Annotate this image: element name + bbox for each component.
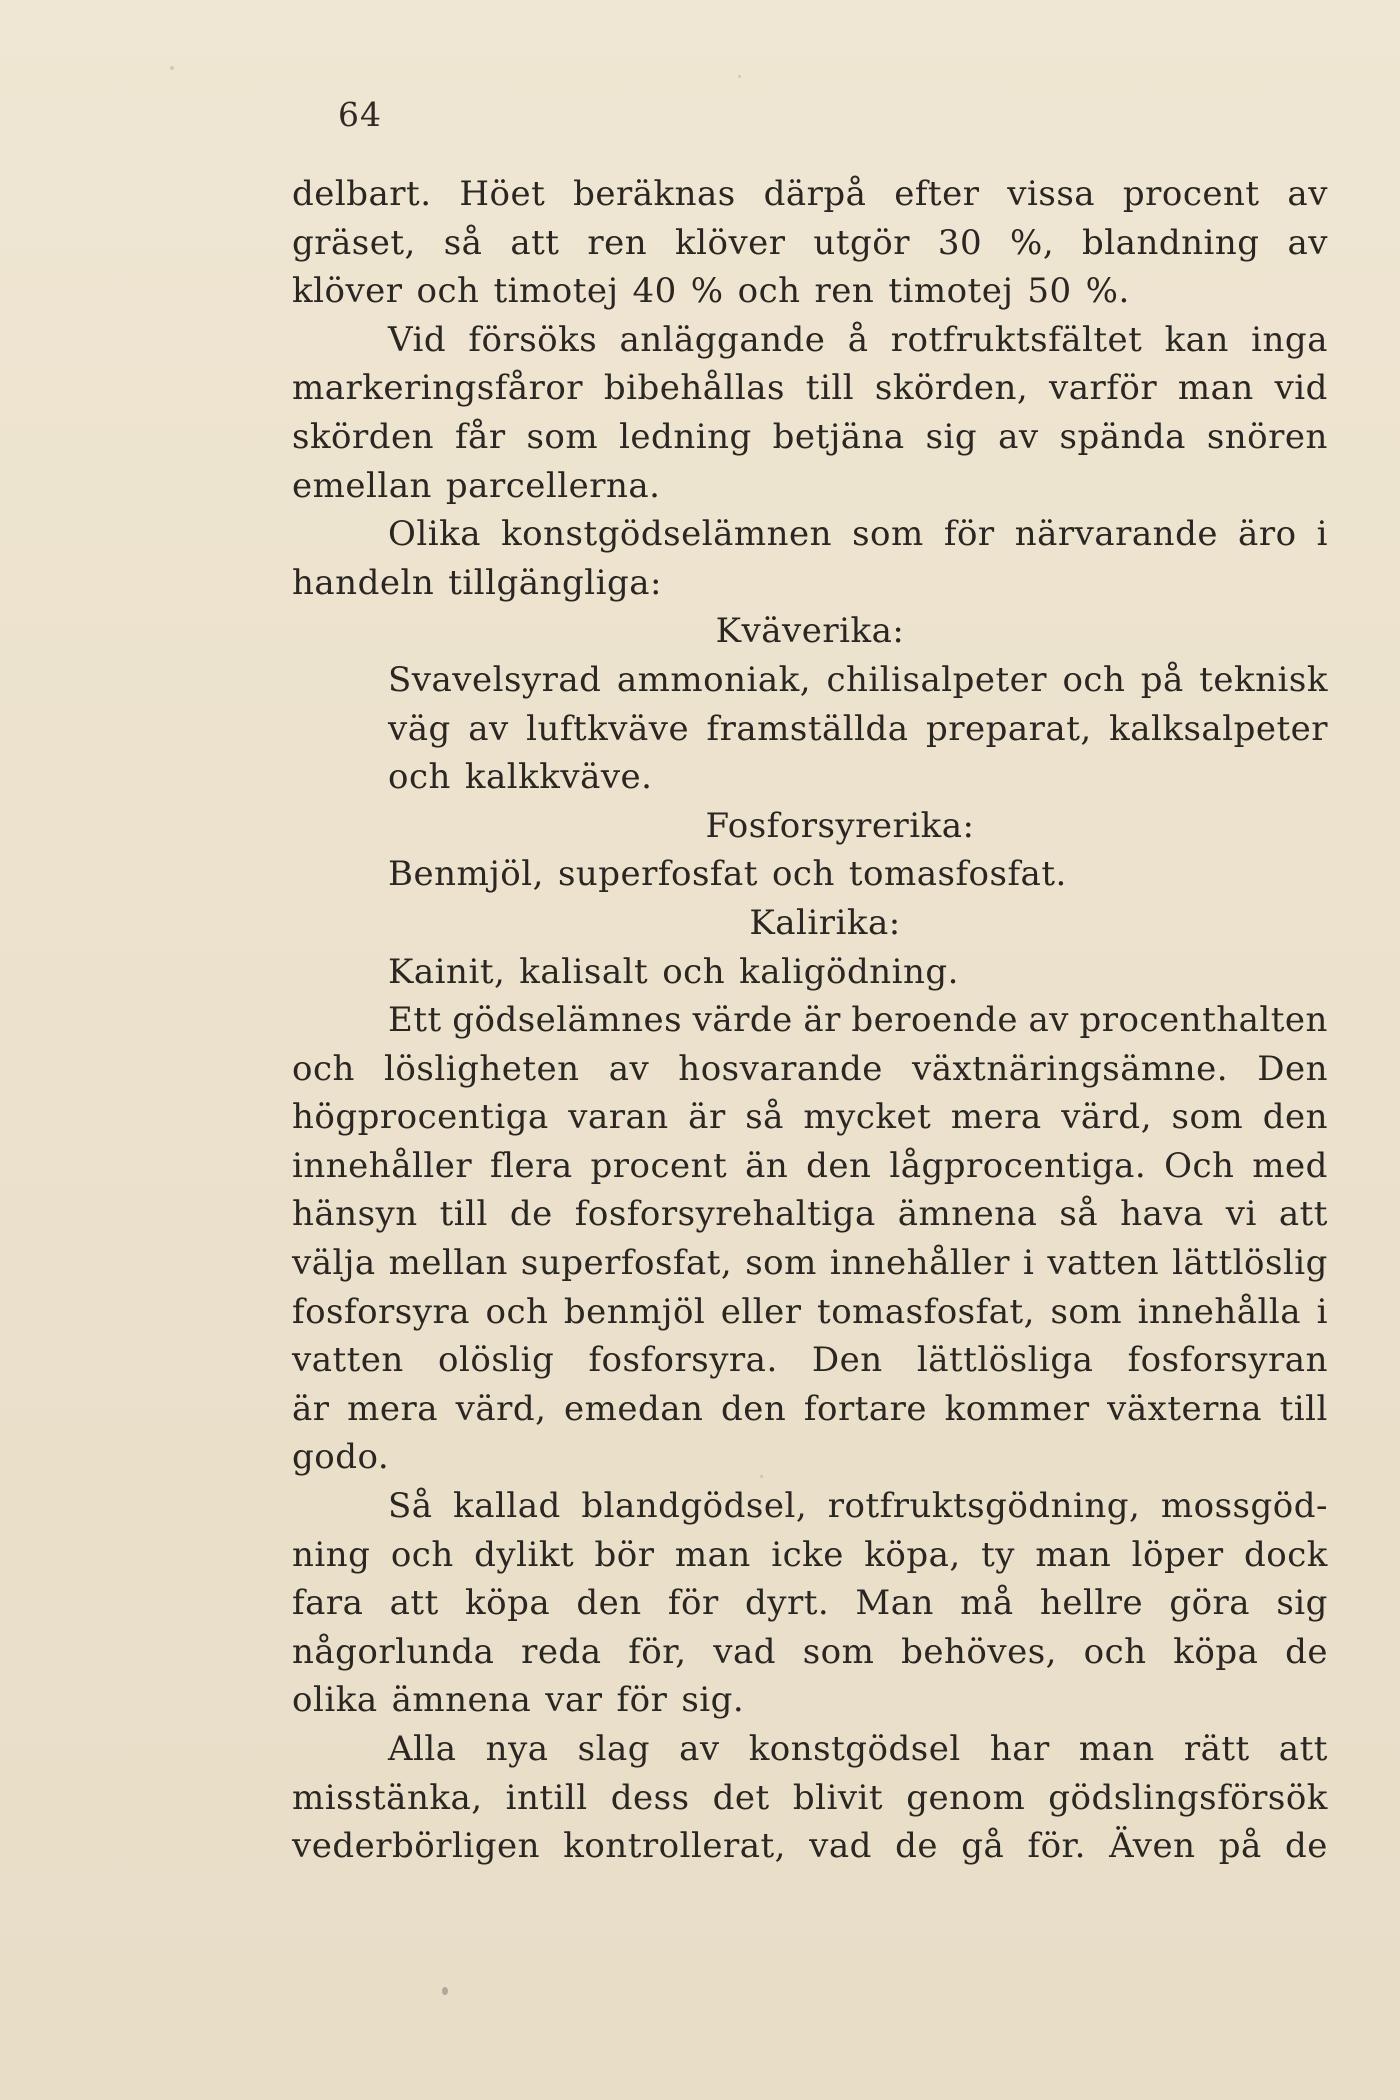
word: därpå	[763, 174, 867, 214]
word: ämnena	[391, 1680, 532, 1721]
word: lösligheten	[384, 1048, 580, 1089]
word: av	[679, 1729, 720, 1769]
word: värd,	[455, 1388, 547, 1429]
word: varan	[568, 1097, 669, 1138]
text-line	[292, 1628, 1328, 1677]
word: de	[1285, 1631, 1328, 1672]
word: ammoniak,	[616, 659, 812, 700]
text-line	[292, 1676, 1328, 1725]
word: behöves,	[901, 1631, 1057, 1672]
word: å	[847, 319, 869, 360]
word: av	[1287, 222, 1328, 263]
word: %.	[1085, 271, 1130, 312]
word: mossgöd-	[1160, 1486, 1328, 1527]
word: de	[509, 1194, 553, 1235]
word: för	[943, 514, 995, 555]
text-line	[292, 1336, 1328, 1385]
text-line	[292, 705, 1328, 754]
word: sig	[925, 416, 978, 457]
word: av	[998, 416, 1039, 457]
page-number: 64	[338, 95, 382, 134]
word: är	[292, 1388, 330, 1429]
word: Den	[1257, 1048, 1328, 1089]
word: klöver	[675, 222, 786, 263]
word: Så	[388, 1486, 433, 1527]
word: superfosfat,	[520, 1243, 733, 1284]
word: fosforsyrehaltiga	[574, 1194, 876, 1235]
word: blandning	[1082, 222, 1260, 263]
word: varför	[1049, 368, 1158, 409]
word: kan	[1164, 319, 1229, 360]
word: väg	[388, 708, 451, 749]
text-line	[292, 1190, 1328, 1239]
word: dess	[610, 1777, 690, 1818]
word: närvarande	[1014, 514, 1218, 555]
word: av	[1287, 174, 1328, 214]
word: man	[1078, 1729, 1155, 1769]
word: Även	[1109, 1826, 1196, 1867]
word: godo.	[292, 1437, 390, 1478]
word: för	[667, 1583, 719, 1624]
word: värde	[692, 1000, 793, 1041]
word: och	[1062, 659, 1126, 700]
word: i	[1316, 514, 1328, 555]
word: i	[1316, 1291, 1328, 1332]
word: konstgödselämnen	[501, 514, 833, 555]
text-line	[292, 1142, 1328, 1191]
section-heading: Kväverika:	[715, 611, 905, 652]
word: hosvarande	[678, 1048, 883, 1089]
word: löper	[1131, 1534, 1224, 1575]
word: spända	[1059, 416, 1186, 457]
word: olöslig	[438, 1340, 555, 1381]
word: vi	[1225, 1194, 1257, 1235]
word: har	[989, 1729, 1050, 1769]
word: sig.	[681, 1680, 745, 1721]
word: mycket	[803, 1097, 932, 1138]
word: för,	[628, 1631, 687, 1672]
word: och	[292, 1048, 355, 1089]
word: det	[712, 1777, 770, 1818]
word: den	[721, 1388, 787, 1429]
word: innehåller	[829, 1243, 1010, 1284]
word: preparat,	[926, 708, 1092, 749]
word: fosforsyran	[1127, 1340, 1328, 1381]
word: Svavelsyrad	[388, 659, 602, 700]
text-line	[292, 413, 1328, 462]
word: kommer	[944, 1388, 1090, 1429]
word: Ett	[388, 1000, 442, 1041]
word: med	[1252, 1145, 1328, 1186]
word: framställda	[706, 708, 909, 749]
word: som	[526, 416, 599, 457]
word: blivit	[792, 1777, 884, 1818]
word: olika	[292, 1680, 378, 1721]
word: teknisk	[1199, 659, 1328, 700]
word: är	[688, 1097, 726, 1138]
word: någorlunda	[292, 1631, 495, 1672]
word: att	[1278, 1194, 1328, 1235]
word: procent	[1122, 174, 1260, 214]
word: innehålla	[1137, 1291, 1302, 1332]
word: ren	[814, 271, 875, 312]
word: så	[443, 222, 483, 263]
word: Man	[855, 1583, 934, 1624]
text-line	[292, 316, 1328, 365]
word: att	[1278, 1729, 1328, 1769]
word: bibehållas	[603, 368, 786, 409]
word: den	[806, 1145, 872, 1186]
word: inga	[1251, 319, 1328, 360]
word: för	[616, 1680, 668, 1721]
text-line	[292, 1093, 1328, 1142]
body-text	[292, 170, 1328, 1871]
word: är	[803, 1000, 841, 1041]
text-line	[292, 1385, 1328, 1434]
word: göra	[1169, 1583, 1251, 1624]
word: och	[771, 854, 835, 895]
word: kaligödning.	[739, 951, 959, 992]
word: fosforsyra.	[588, 1340, 778, 1381]
word: sig	[1276, 1583, 1328, 1624]
paper-speck	[170, 66, 174, 70]
word: den	[1262, 1097, 1328, 1138]
text-line	[292, 364, 1328, 413]
word: att	[510, 222, 560, 263]
word: de	[895, 1826, 939, 1867]
word: mera	[347, 1388, 439, 1429]
word: försöks	[468, 319, 598, 360]
word: dock	[1244, 1534, 1328, 1575]
word: av	[608, 1048, 650, 1089]
word: chilisalpeter	[826, 659, 1048, 700]
word: av	[1028, 1000, 1069, 1041]
word: gräset,	[292, 222, 416, 263]
word: luftkväve	[526, 708, 690, 749]
word: ämnena	[897, 1194, 1038, 1235]
word: som	[1171, 1097, 1244, 1138]
word: misstänka,	[292, 1777, 483, 1818]
word: man	[1035, 1534, 1112, 1575]
word: Kainit,	[388, 951, 506, 992]
word: som	[852, 514, 924, 555]
word: 50	[1027, 271, 1072, 312]
word: på	[1218, 1826, 1262, 1867]
text-line	[292, 850, 1328, 899]
word: köpa	[465, 1583, 551, 1624]
word: vatten	[1047, 1243, 1160, 1284]
word: bör	[594, 1534, 655, 1575]
word: tillgängliga:	[448, 562, 662, 603]
word: de	[1285, 1826, 1328, 1867]
word: Olika	[388, 514, 481, 555]
word: snören	[1206, 416, 1328, 457]
word: man	[674, 1534, 751, 1575]
word: kontrollerat,	[563, 1826, 786, 1867]
word: vederbörligen	[292, 1826, 540, 1867]
word: ty	[981, 1534, 1015, 1575]
word: Alla	[388, 1729, 457, 1769]
word: och	[390, 1534, 454, 1575]
word: högprocentiga	[292, 1097, 549, 1138]
word: markeringsfåror	[292, 368, 584, 409]
section-heading: Kalirika:	[749, 902, 901, 943]
word: nya	[485, 1729, 549, 1769]
word: dyrt.	[744, 1583, 830, 1624]
word: växterna	[1107, 1388, 1263, 1429]
section-heading: Fosforsyrerika:	[705, 805, 975, 846]
word: beräknas	[573, 174, 736, 214]
text-line	[292, 1579, 1328, 1628]
word: 30	[937, 222, 983, 263]
word: gödselämnes	[452, 1000, 683, 1041]
word: till	[1279, 1388, 1328, 1429]
text-line	[292, 462, 1328, 511]
word: och	[416, 271, 480, 312]
word: genom	[906, 1777, 1026, 1818]
word: fortare	[803, 1388, 928, 1429]
word: superfosfat	[557, 854, 758, 895]
word: innehåller	[292, 1145, 473, 1186]
word: fara	[292, 1583, 364, 1624]
text-line	[292, 1822, 1328, 1871]
word: som	[802, 1631, 875, 1672]
text-line	[292, 948, 1328, 997]
word: som	[745, 1243, 817, 1284]
word: och	[485, 1291, 549, 1332]
text-line	[292, 219, 1328, 268]
word: så	[745, 1097, 784, 1138]
word: ledning	[619, 416, 752, 457]
word: lågprocentiga.	[889, 1145, 1147, 1186]
word: procenthalten	[1079, 1000, 1328, 1041]
word: timotej	[493, 271, 619, 312]
text-line	[292, 1239, 1328, 1288]
text-line	[292, 753, 1328, 802]
word: procent	[590, 1145, 728, 1186]
word: för.	[1027, 1826, 1086, 1867]
word: som	[1050, 1291, 1123, 1332]
word: köpa	[1173, 1631, 1259, 1672]
word: gödslingsförsök	[1048, 1777, 1328, 1818]
word: blandgödsel,	[581, 1486, 808, 1527]
text-line	[292, 267, 1328, 316]
word: köpa,	[864, 1534, 961, 1575]
word: fosforsyra	[292, 1291, 470, 1332]
paper-speck	[760, 1475, 763, 1478]
word: Höet	[459, 174, 546, 214]
word: vad	[809, 1826, 872, 1867]
text-line	[292, 1774, 1328, 1823]
word: ren	[587, 222, 648, 263]
word: rotfruktsfältet	[890, 319, 1143, 360]
word: ning	[292, 1534, 371, 1575]
word: Den	[811, 1340, 883, 1381]
word: kalksalpeter	[1109, 708, 1328, 749]
word: anläggande	[619, 319, 826, 360]
word: 40	[632, 271, 677, 312]
word: äro	[1238, 514, 1297, 555]
word: och	[737, 271, 801, 312]
word: reda	[521, 1631, 602, 1672]
word: i	[1022, 1243, 1035, 1284]
ink-blot	[442, 1987, 448, 1995]
word: Benmjöl,	[388, 854, 544, 895]
text-line	[292, 1288, 1328, 1337]
word: får	[454, 416, 506, 457]
word: man	[1177, 368, 1254, 409]
word: icke	[771, 1534, 844, 1575]
word: emellan	[292, 465, 432, 506]
word: vid	[1274, 368, 1328, 409]
word: så	[1059, 1194, 1099, 1235]
word: av	[468, 708, 509, 749]
word: hänsyn	[292, 1194, 418, 1235]
word: slag	[577, 1729, 651, 1769]
word: lättlösliga	[916, 1340, 1094, 1381]
word: skörden,	[874, 368, 1029, 409]
word: gå	[961, 1826, 1005, 1867]
text-line	[292, 1531, 1328, 1580]
word: betjäna	[772, 416, 905, 457]
word: rätt	[1183, 1729, 1250, 1769]
word: och	[662, 951, 726, 992]
word: på	[1140, 659, 1184, 700]
word: rotfruktsgödning,	[827, 1486, 1141, 1527]
word: till	[439, 1194, 488, 1235]
word: tomasfosfat.	[848, 854, 1067, 895]
word: flera	[489, 1145, 573, 1186]
word: välja	[292, 1243, 376, 1284]
word: än	[745, 1145, 789, 1186]
word: kallad	[453, 1486, 561, 1527]
word: den	[576, 1583, 642, 1624]
word: mera	[950, 1097, 1042, 1138]
word: benmjöl	[563, 1291, 706, 1332]
paper-speck	[738, 75, 741, 78]
text-line	[292, 1433, 1328, 1482]
word: delbart.	[292, 174, 432, 214]
word: %	[690, 271, 724, 312]
word: klöver	[292, 271, 403, 312]
word: vissa	[1007, 174, 1096, 214]
text-line	[292, 170, 1328, 219]
word: parcellerna.	[445, 465, 661, 506]
word: hellre	[1039, 1583, 1144, 1624]
word: vad	[713, 1631, 777, 1672]
word: växtnäringsämne.	[912, 1048, 1229, 1089]
word: vatten	[292, 1340, 404, 1381]
word: timotej	[888, 271, 1014, 312]
word: och	[388, 757, 451, 798]
word: tomasfosfat,	[817, 1291, 1035, 1332]
text-line	[292, 1045, 1328, 1094]
text-line	[292, 1482, 1328, 1531]
word: mellan	[388, 1243, 508, 1284]
word: och	[1083, 1631, 1147, 1672]
word: dylikt	[474, 1534, 575, 1575]
word: handeln	[292, 562, 435, 603]
text-line	[292, 1725, 1328, 1774]
word: var	[545, 1680, 603, 1721]
word: kalkkväve.	[464, 757, 653, 798]
word: lättlöslig	[1172, 1243, 1328, 1284]
word: att	[389, 1583, 439, 1624]
word: må	[960, 1583, 1014, 1624]
word: beroende	[851, 1000, 1018, 1041]
word: hava	[1120, 1194, 1204, 1235]
word: skörden	[292, 416, 435, 457]
text-line	[292, 656, 1328, 705]
text-line	[292, 559, 1328, 608]
word: värd,	[1061, 1097, 1153, 1138]
word: Och	[1164, 1145, 1235, 1186]
word: Vid	[388, 319, 447, 360]
word: %,	[1010, 222, 1055, 263]
word: efter	[894, 174, 980, 214]
word: utgör	[813, 222, 910, 263]
word: eller	[720, 1291, 802, 1332]
word: till	[805, 368, 855, 409]
text-line	[292, 996, 1328, 1045]
word: intill	[505, 1777, 588, 1818]
word: kalisalt	[519, 951, 649, 992]
word: emedan	[564, 1388, 704, 1429]
text-line	[292, 510, 1328, 559]
word: konstgödsel	[748, 1729, 961, 1769]
